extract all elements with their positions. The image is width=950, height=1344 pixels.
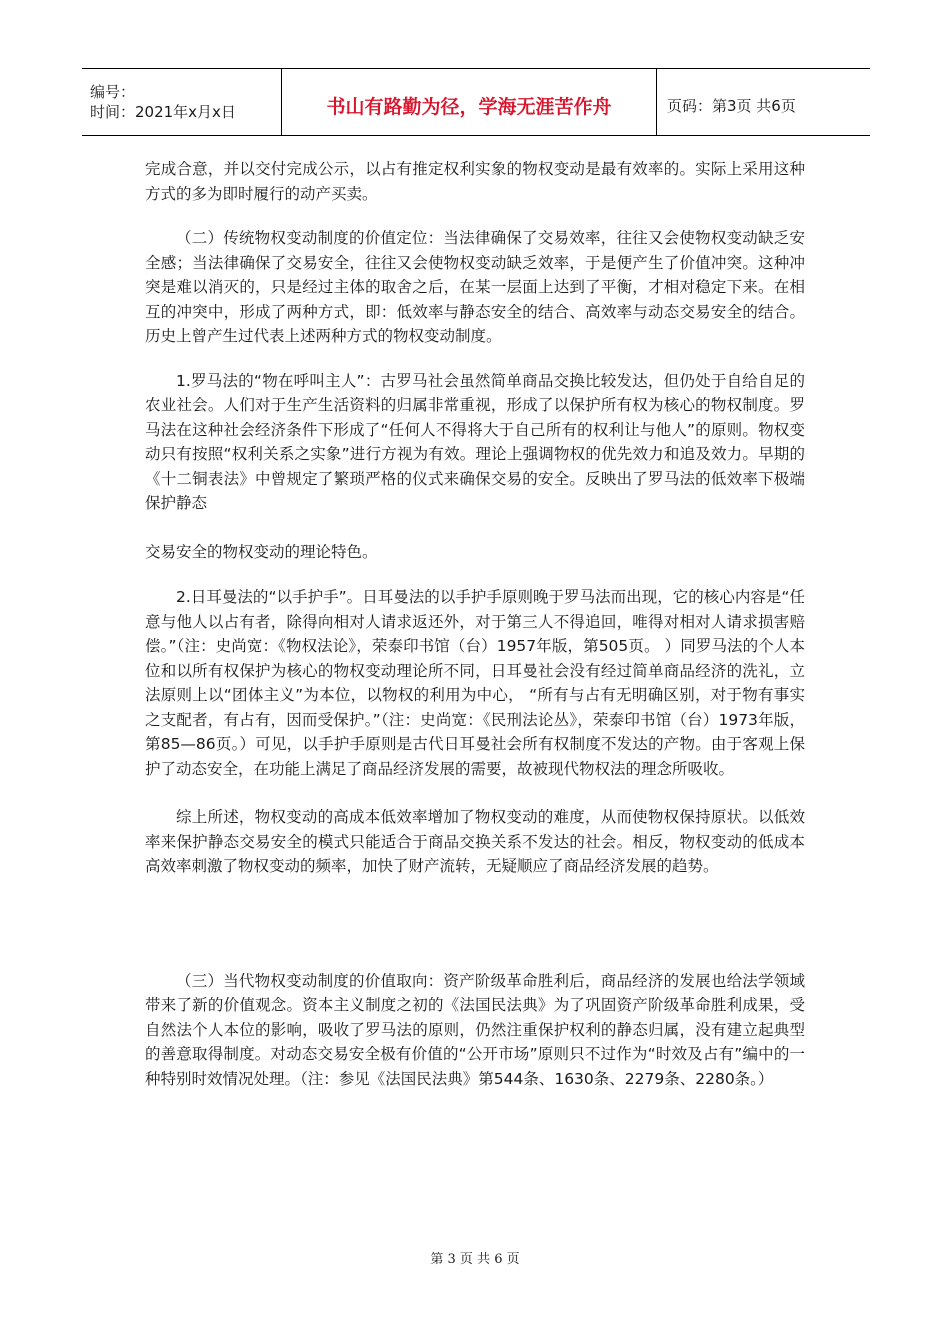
motto-text: 书山有路勤为径，学海无涯苦作舟 — [326, 95, 612, 118]
paragraph: 交易安全的物权变动的理论特色。 — [145, 542, 378, 561]
header-meta — [82, 69, 282, 135]
paragraph: （二）传统物权变动制度的价值定位：当法律确保了交易效率，往往又会使物权变动缺乏安全感；当法律确保了交易安全，往往又会使物权变动缺乏效率，于是便产生了价值冲突。这种冲突是难以消灭的，只是经过主体的取舍之后，在某一层面上达到了平衡，才相对稳定下来。在相互的冲突中，形成了两种方式，即：低效率与静态安全的结合、高效率与动态交易安全的结合。历史上曾产生过代表上述两种方式的物权变动制度。 — [145, 229, 805, 345]
document-body — [145, 157, 805, 1091]
header-page-info — [657, 69, 870, 135]
paragraph: 2.日耳曼法的“以手护手”。日耳曼法的以手护手原则晚于罗马法而出现，它的核心内容是“任意与他人以占有者，除得向相对人请求返还外，对于第三人不得追回，唯得对相对人请求损害赔偿。”（注：史尚宽：《物权法论》，荣泰印书馆（台）1957年版，第505页。 ）同罗马法的个人本位和以所有权保护为核心的物权变动理论所不同，日耳曼社会没有经过简单商品经济的洗礼，立法原则上以“团体主义”为本位，以物权的利用为中心， “所有与占有无明确区别，对于物有事实之支配者，有占有，因而受保护。”（注：史尚宽：《民刑法论丛》，荣泰印书馆（台）1973年版，第85—86页。）可见，以手护手原则是古代日耳曼社会所有权制度不发达的产物。由于客观上保护了动态安全，在功能上满足了商品经济发展的需要，故被现代物权法的理念所吸收。 — [145, 588, 805, 778]
page-footer: 第 3 页 共 6 页 — [430, 1252, 520, 1267]
paragraph: 完成合意，并以交付完成公示，以占有推定权利实象的物权变动是最有效率的。实际上采用这种方式的多为即时履行的动产买卖。 — [145, 160, 805, 203]
page-info-text: 页码：第3页 共6页 — [667, 96, 796, 115]
document-number-label: 编号： — [90, 83, 136, 101]
paragraph: 综上所述，物权变动的高成本低效率增加了物权变动的难度，从而使物权保持原状。以低效率来保护静态交易安全的模式只能适合于商品交换关系不发达的社会。相反，物权变动的低成本高效率刺激了物权变动的频率，加快了财产流转，无疑顺应了商品经济发展的趋势。 — [145, 808, 805, 875]
paragraph: 1.罗马法的“物在呼叫主人”：古罗马社会虽然简单商品交换比较发达，但仍处于自给自足的农业社会。人们对于生产生活资料的归属非常重视，形成了以保护所有权为核心的物权制度。罗马法在这种社会经济条件下形成了“任何人不得将大于自己所有的权利让与他人”的原则。物权变动只有按照“权利关系之实象”进行方视为有效。理论上强调物权的优先效力和追及效力。早期的《十二铜表法》中曾规定了繁琐严格的仪式来确保交易的安全。反映出了罗马法的低效率下极端保护静态 — [145, 371, 805, 512]
header-motto — [282, 69, 657, 135]
document-date: 时间：2021年x月x日 — [90, 103, 236, 121]
paragraph: （三）当代物权变动制度的价值取向：资产阶级革命胜利后，商品经济的发展也给法学领域带来了新的价值观念。资本主义制度之初的《法国民法典》为了巩固资产阶级革命胜利成果，受自然法个人本位的影响，吸收了罗马法的原则，仍然注重保护权利的静态归属，没有建立起典型的善意取得制度。对动态交易安全极有价值的“公开市场”原则只不过作为“时效及占有”编中的一种特别时效情况处理。（注：参见《法国民法典》第544条、1630条、2279条、2280条。） — [145, 971, 805, 1088]
document-header — [82, 68, 870, 136]
